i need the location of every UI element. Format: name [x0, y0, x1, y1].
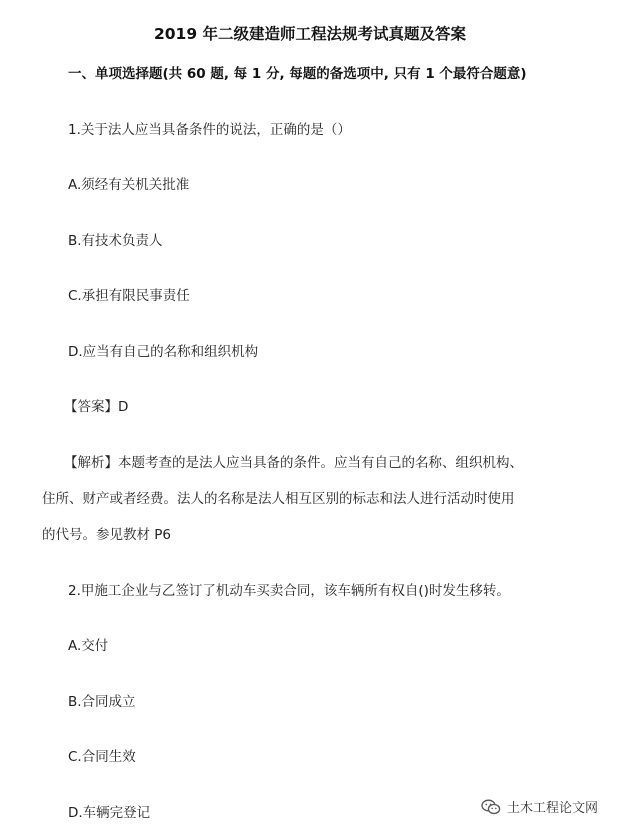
question-2-option-d: D.车辆完登记 [68, 805, 151, 821]
question-2-option-c: C.合同生效 [68, 749, 136, 765]
question-1-answer: 【答案】D [64, 399, 129, 415]
question-2-stem: 2.甲施工企业与乙签订了机动车买卖合同，该车辆所有权自()时发生移转。 [68, 583, 510, 599]
question-1-option-d: D.应当有自己的名称和组织机构 [68, 344, 259, 360]
watermark [481, 797, 598, 816]
question-1-analysis-line-1: 【解析】本题考查的是法人应当具备的条件。应当有自己的名称、组织机构、 [64, 455, 523, 471]
question-2-option-a: A.交付 [68, 638, 109, 654]
question-1-option-a: A.须经有关机关批准 [68, 177, 190, 193]
question-1-analysis-line-2: 住所、财产或者经费。法人的名称是法人相互区别的标志和法人进行活动时使用 [42, 491, 515, 507]
question-1-stem: 1.关于法人应当具备条件的说法，正确的是（） [68, 122, 351, 138]
wechat-icon [481, 799, 501, 815]
question-1-option-b: B.有技术负责人 [68, 233, 163, 249]
page-title: 2019 年二级建造师工程法规考试真题及答案 [153, 25, 467, 43]
question-2-option-b: B.合同成立 [68, 694, 136, 710]
question-1-option-c: C.承担有限民事责任 [68, 288, 190, 304]
watermark-text: 土木工程论文网 [506, 801, 598, 816]
question-1-analysis-line-3: 的代号。参见教材 P6 [42, 527, 172, 543]
section-heading: 一、单项选择题(共 60 题, 每 1 分, 每题的备选项中, 只有 1 个最符合题意) [68, 66, 527, 82]
